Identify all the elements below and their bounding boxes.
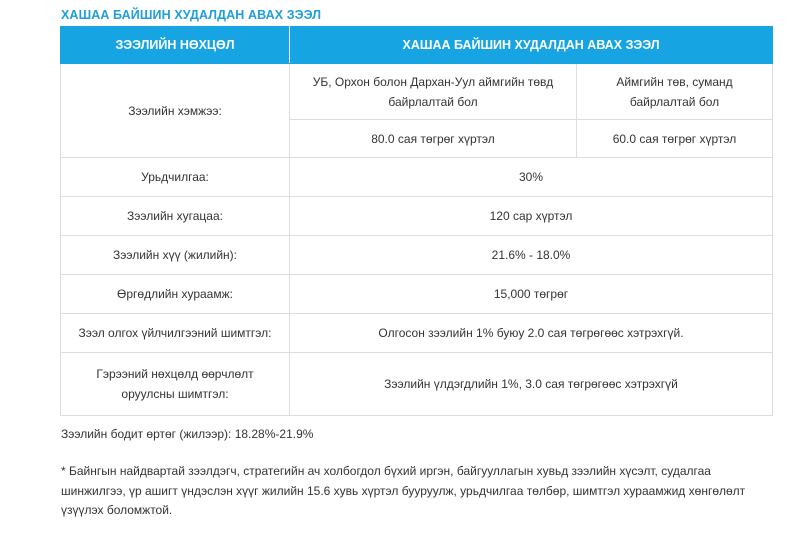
header-conditions: ЗЭЭЛИЙН НӨХЦӨЛ bbox=[61, 27, 290, 64]
table-row-loan-size bbox=[61, 64, 773, 120]
table-row bbox=[61, 158, 773, 197]
page-title: ХАШАА БАЙШИН ХУДАЛДАН АВАХ ЗЭЭЛ bbox=[61, 8, 322, 22]
row-value: Олгосон зээлийн 1% буюу 2.0 сая төгрөгөөс хэтрэхгүй. bbox=[290, 314, 773, 353]
row-label: Гэрээний нөхцөлд өөрчлөлт оруулсны шимтгэл: bbox=[61, 353, 290, 416]
footnote: * Байнгын найдвартай зээлдэгч, стратегийн ач холбогдол бүхий иргэн, байгууллагын хувьд зээлийн хүсэлт, судалгаа шинжилгээ, үр ашигт үндэслэн хүүг жилийн 15.6 хувь хүртэл бууруулж, урьдчилгаа төлбөр, шимтгэл хураамжид хөнгөлөлт үзүүлэх боломжтой. bbox=[61, 464, 746, 517]
table-row bbox=[61, 236, 773, 275]
table-row bbox=[61, 275, 773, 314]
loan-size-label: Зээлийн хэмжээ: bbox=[61, 64, 290, 158]
row-value: 120 сар хүртэл bbox=[290, 197, 773, 236]
header-product: ХАШАА БАЙШИН ХУДАЛДАН АВАХ ЗЭЭЛ bbox=[290, 27, 773, 64]
row-label: Урьдчилгаа: bbox=[61, 158, 290, 197]
loan-size-location-b: Аймгийн төв, суманд байрлалтай бол bbox=[577, 64, 773, 120]
row-value: 15,000 төгрөг bbox=[290, 275, 773, 314]
row-label: Зээлийн хугацаа: bbox=[61, 197, 290, 236]
table-row bbox=[61, 197, 773, 236]
effective-rate-note: Зээлийн бодит өртөг (жилээр): 18.28%-21.9% bbox=[61, 427, 314, 441]
row-label: Зээлийн хүү (жилийн): bbox=[61, 236, 290, 275]
row-value: 30% bbox=[290, 158, 773, 197]
loan-size-location-a: УБ, Орхон болон Дархан-Уул аймгийн төвд байрлалтай бол bbox=[290, 64, 577, 120]
loan-size-amount-b: 60.0 сая төгрөг хүртэл bbox=[577, 120, 773, 158]
row-value: 21.6% - 18.0% bbox=[290, 236, 773, 275]
loan-size-amount-a: 80.0 сая төгрөг хүртэл bbox=[290, 120, 577, 158]
loan-conditions-table bbox=[60, 26, 773, 416]
row-label: Зээл олгох үйлчилгээний шимтгэл: bbox=[61, 314, 290, 353]
row-label: Өргөдлийн хураамж: bbox=[61, 275, 290, 314]
table-header-row bbox=[61, 27, 773, 64]
table-row bbox=[61, 353, 773, 416]
table-row bbox=[61, 314, 773, 353]
row-value: Зээлийн үлдэгдлийн 1%, 3.0 сая төгрөгөөс хэтрэхгүй bbox=[290, 353, 773, 416]
